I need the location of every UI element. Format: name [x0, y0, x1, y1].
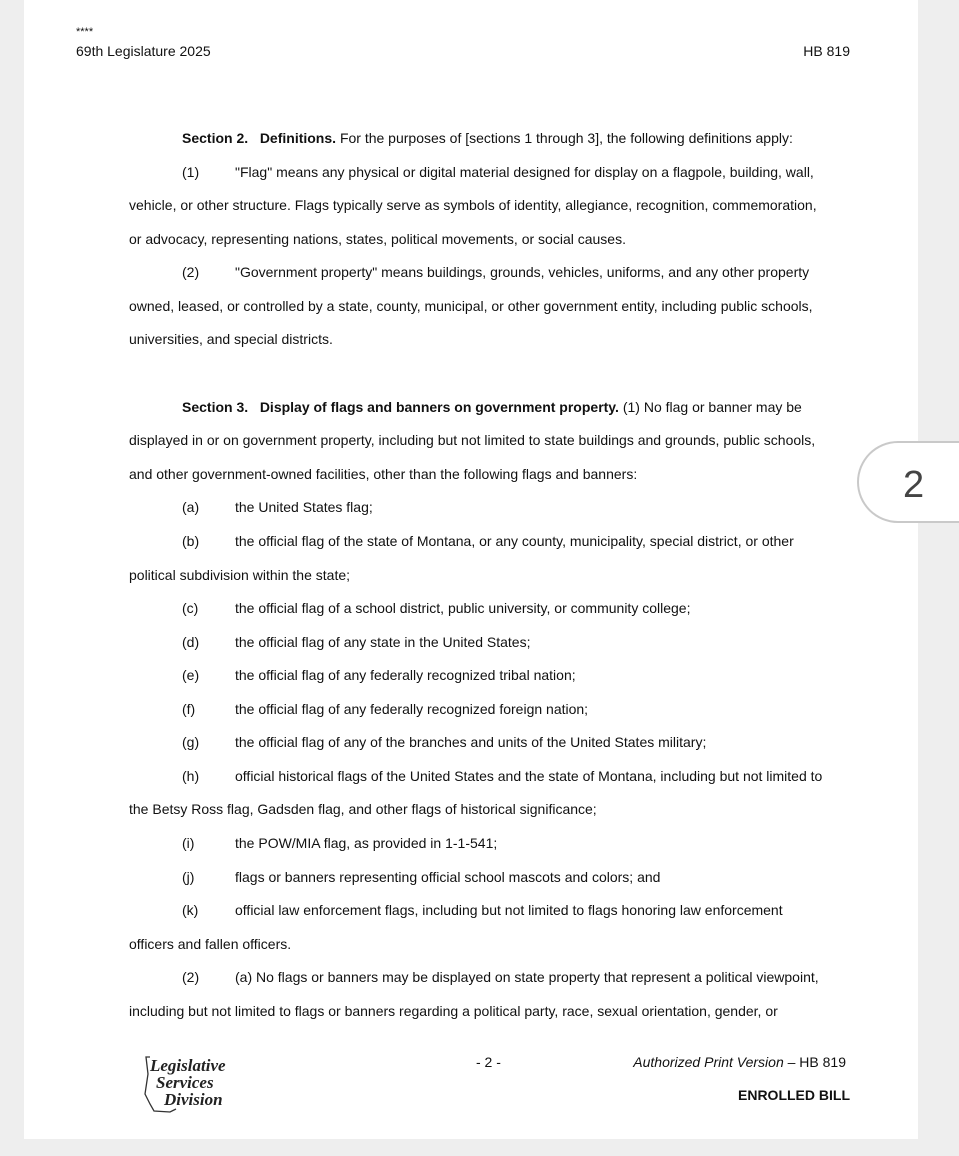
list-item-b-continuation: political subdivision within the state;	[129, 567, 351, 583]
list-item-i: (i) the POW/MIA flag, as provided in 1-1-541;	[182, 835, 498, 851]
page-number: - 2 -	[476, 1054, 501, 1070]
list-item-f: (f) the official flag of any federally recognized foreign nation;	[182, 701, 589, 717]
section-2-para-1-line: or advocacy, representing nations, states, political movements, or social causes.	[129, 231, 626, 247]
page-indicator-number: 2	[903, 464, 925, 506]
section-3-line: and other government-owned facilities, other than the following flags and banners:	[129, 466, 638, 482]
list-item-k-continuation: officers and fallen officers.	[129, 936, 292, 952]
list-item-e: (e) the official flag of any federally recognized tribal nation;	[182, 667, 576, 683]
logo-line-2: Services	[156, 1073, 214, 1092]
document-page	[24, 0, 918, 1139]
header-stars: ****	[76, 26, 94, 38]
list-item-d: (d) the official flag of any state in the United States;	[182, 634, 531, 650]
page-indicator-tab[interactable]	[857, 441, 959, 523]
list-item-c: (c) the official flag of a school district, public university, or community college;	[182, 600, 691, 616]
section-2-para-1-line: vehicle, or other structure. Flags typically serve as symbols of identity, allegiance, recognition, commemoration,	[129, 197, 817, 213]
logo-line-3: Division	[164, 1090, 223, 1109]
legislative-services-division-logo	[142, 1054, 242, 1116]
list-item-k: (k) official law enforcement flags, including but not limited to flags honoring law enforcement	[182, 902, 783, 918]
section-3-para-2-line: (2) (a) No flags or banners may be displayed on state property that represent a political viewpoint,	[182, 969, 819, 985]
section-2-para-1-line: (1) "Flag" means any physical or digital material designed for display on a flagpole, building, wall,	[182, 164, 814, 180]
header-bill-id: HB 819	[803, 43, 850, 59]
section-3-para-2-line: including but not limited to flags or banners regarding a political party, race, sexual orientation, gender, or	[129, 1003, 778, 1019]
list-item-g: (g) the official flag of any of the branches and units of the United States military;	[182, 734, 707, 750]
section-2-heading: Section 2. Definitions. For the purposes of [sections 1 through 3], the following definitions apply:	[182, 130, 793, 146]
logo-line-1: Legislative	[150, 1056, 226, 1075]
section-3-line: displayed in or on government property, including but not limited to state buildings and grounds, public schools,	[129, 432, 816, 448]
list-item-h: (h) official historical flags of the United States and the state of Montana, including but not limited to	[182, 768, 823, 784]
section-2-para-2-line: universities, and special districts.	[129, 331, 333, 347]
list-item-a: (a) the United States flag;	[182, 499, 373, 515]
section-2-para-2-line: owned, leased, or controlled by a state, county, municipal, or other government entity, including public schools,	[129, 298, 813, 314]
authorized-print-version: Authorized Print Version – HB 819	[633, 1054, 846, 1070]
list-item-h-continuation: the Betsy Ross flag, Gadsden flag, and other flags of historical significance;	[129, 801, 597, 817]
list-item-b: (b) the official flag of the state of Montana, or any county, municipality, special district, or other	[182, 533, 794, 549]
enrolled-bill-label: ENROLLED BILL	[738, 1087, 850, 1103]
header-legislature: 69th Legislature 2025	[76, 43, 211, 59]
section-3-heading: Section 3. Display of flags and banners on government property. (1) No flag or banner may be	[182, 399, 802, 415]
list-item-j: (j) flags or banners representing official school mascots and colors; and	[182, 869, 661, 885]
section-2-para-2-line: (2) "Government property" means buildings, grounds, vehicles, uniforms, and any other property	[182, 264, 810, 280]
